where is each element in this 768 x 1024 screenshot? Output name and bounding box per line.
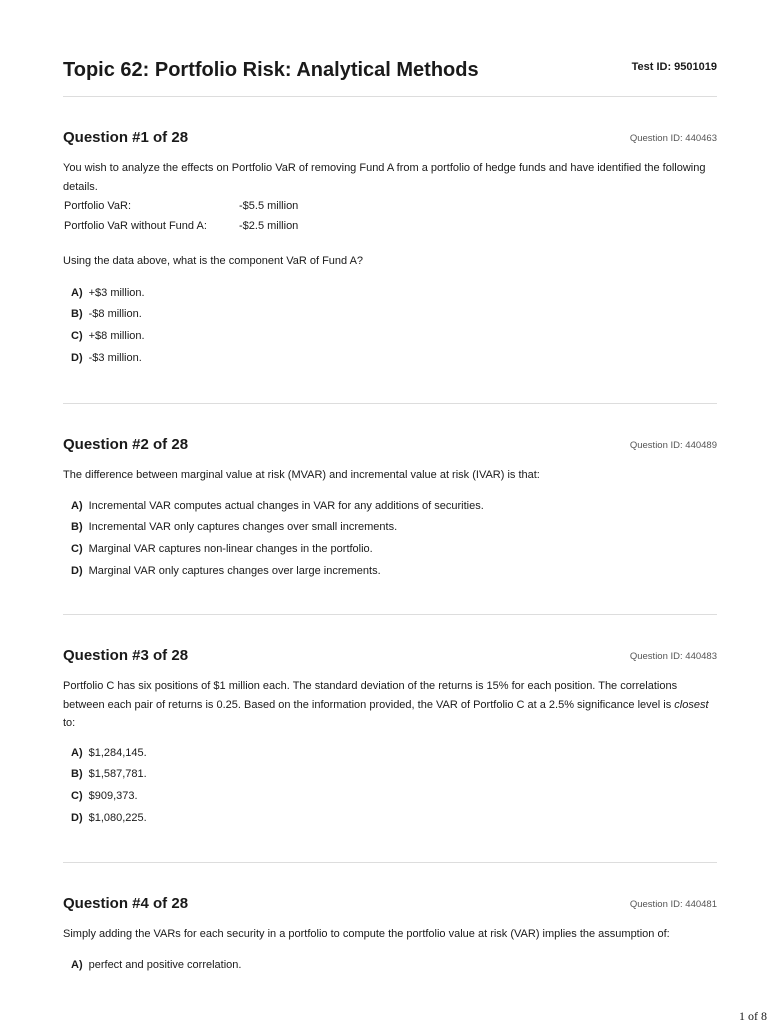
option-text: +$3 million. [88, 286, 145, 299]
answer-options [63, 496, 717, 583]
divider [63, 403, 717, 404]
option-letter: C) [71, 329, 83, 342]
question-title: Question #2 of 28 [63, 436, 189, 453]
option-letter: A) [71, 499, 83, 512]
option-text: perfect and positive correlation. [88, 958, 242, 971]
option-letter: A) [71, 286, 83, 299]
question-block-1 [63, 128, 717, 369]
option-letter: D) [71, 564, 83, 577]
option-text: Marginal VAR captures non-linear changes in the portfolio. [88, 542, 373, 555]
option-text: $909,373. [88, 789, 138, 802]
answer-options [63, 955, 717, 977]
question-title: Question #1 of 28 [63, 129, 189, 146]
answer-option[interactable] [63, 808, 717, 830]
details-label: Portfolio VaR: [64, 200, 132, 212]
answer-option[interactable] [63, 283, 717, 305]
option-text: Incremental VAR computes actual changes in VAR for any additions of securities. [88, 499, 484, 512]
option-text: -$8 million. [88, 308, 142, 321]
question-text: You wish to analyze the effects on Portfolio VaR of removing Fund A from a portfolio of hedge funds and have identified the following details. [63, 162, 706, 193]
option-letter: A) [71, 958, 83, 971]
answer-option[interactable] [63, 539, 717, 561]
answer-option[interactable] [63, 304, 717, 326]
question-block-4 [63, 894, 717, 976]
details-value: -$2.5 million [239, 220, 299, 232]
answer-option[interactable] [63, 517, 717, 539]
details-row [63, 216, 298, 236]
option-text: $1,080,225. [88, 811, 147, 824]
divider [63, 862, 717, 863]
test-id: Test ID: 9501019 [631, 61, 717, 73]
details-table [63, 196, 298, 236]
answer-option[interactable] [63, 496, 717, 518]
option-letter: A) [71, 746, 83, 759]
answer-option[interactable] [63, 326, 717, 348]
question-text-emphasis: closest [674, 698, 709, 711]
question-text [63, 677, 717, 733]
option-letter: D) [71, 351, 83, 364]
option-text: Marginal VAR only captures changes over large increments. [88, 564, 381, 577]
option-letter: B) [71, 768, 83, 781]
divider [63, 96, 717, 97]
question-block-3 [63, 646, 717, 829]
document-title: Topic 62: Portfolio Risk: Analytical Methods [63, 59, 479, 81]
details-label: Portfolio VaR without Fund A: [64, 220, 207, 232]
question-id: Question ID: 440481 [629, 899, 717, 910]
answer-option[interactable] [63, 786, 717, 808]
option-text: $1,284,145. [88, 746, 147, 759]
question-title: Question #4 of 28 [63, 895, 189, 912]
question-text-main: Portfolio C has six positions of $1 million each. The standard deviation of the returns is 15% for each position. The correlations between each pair of returns is 0.25. Based on the information provided, the VAR of Portfolio C at a 2.5% significance level is [63, 680, 678, 711]
page-number: 1 of 8 [739, 1009, 767, 1023]
question-title: Question #3 of 28 [63, 647, 189, 664]
question-text-end: to: [63, 717, 76, 729]
question-id: Question ID: 440483 [629, 651, 717, 662]
answer-option[interactable] [63, 955, 717, 977]
option-text: Incremental VAR only captures changes over small increments. [88, 521, 398, 534]
details-value: -$5.5 million [239, 200, 299, 212]
question-prompt: Using the data above, what is the component VaR of Fund A? [63, 255, 364, 267]
question-id: Question ID: 440489 [629, 440, 717, 451]
details-row [63, 196, 298, 216]
answer-option[interactable] [63, 348, 717, 370]
option-letter: B) [71, 521, 83, 534]
answer-option[interactable] [63, 743, 717, 765]
page-header [63, 57, 717, 85]
answer-options [63, 743, 717, 830]
option-letter: D) [71, 811, 83, 824]
option-text: $1,587,781. [88, 768, 147, 781]
answer-option[interactable] [63, 764, 717, 786]
option-text: -$3 million. [88, 351, 142, 364]
option-letter: B) [71, 308, 83, 321]
answer-options [63, 283, 717, 370]
option-letter: C) [71, 789, 83, 802]
question-text: Simply adding the VARs for each security in a portfolio to compute the portfolio value at risk (VAR) implies the assumption of: [63, 928, 670, 940]
question-block-2 [63, 435, 717, 582]
question-id: Question ID: 440463 [629, 133, 717, 144]
answer-option[interactable] [63, 561, 717, 583]
option-text: +$8 million. [88, 329, 145, 342]
question-text: The difference between marginal value at risk (MVAR) and incremental value at risk (IVAR) is that: [63, 469, 540, 481]
divider [63, 614, 717, 615]
option-letter: C) [71, 542, 83, 555]
